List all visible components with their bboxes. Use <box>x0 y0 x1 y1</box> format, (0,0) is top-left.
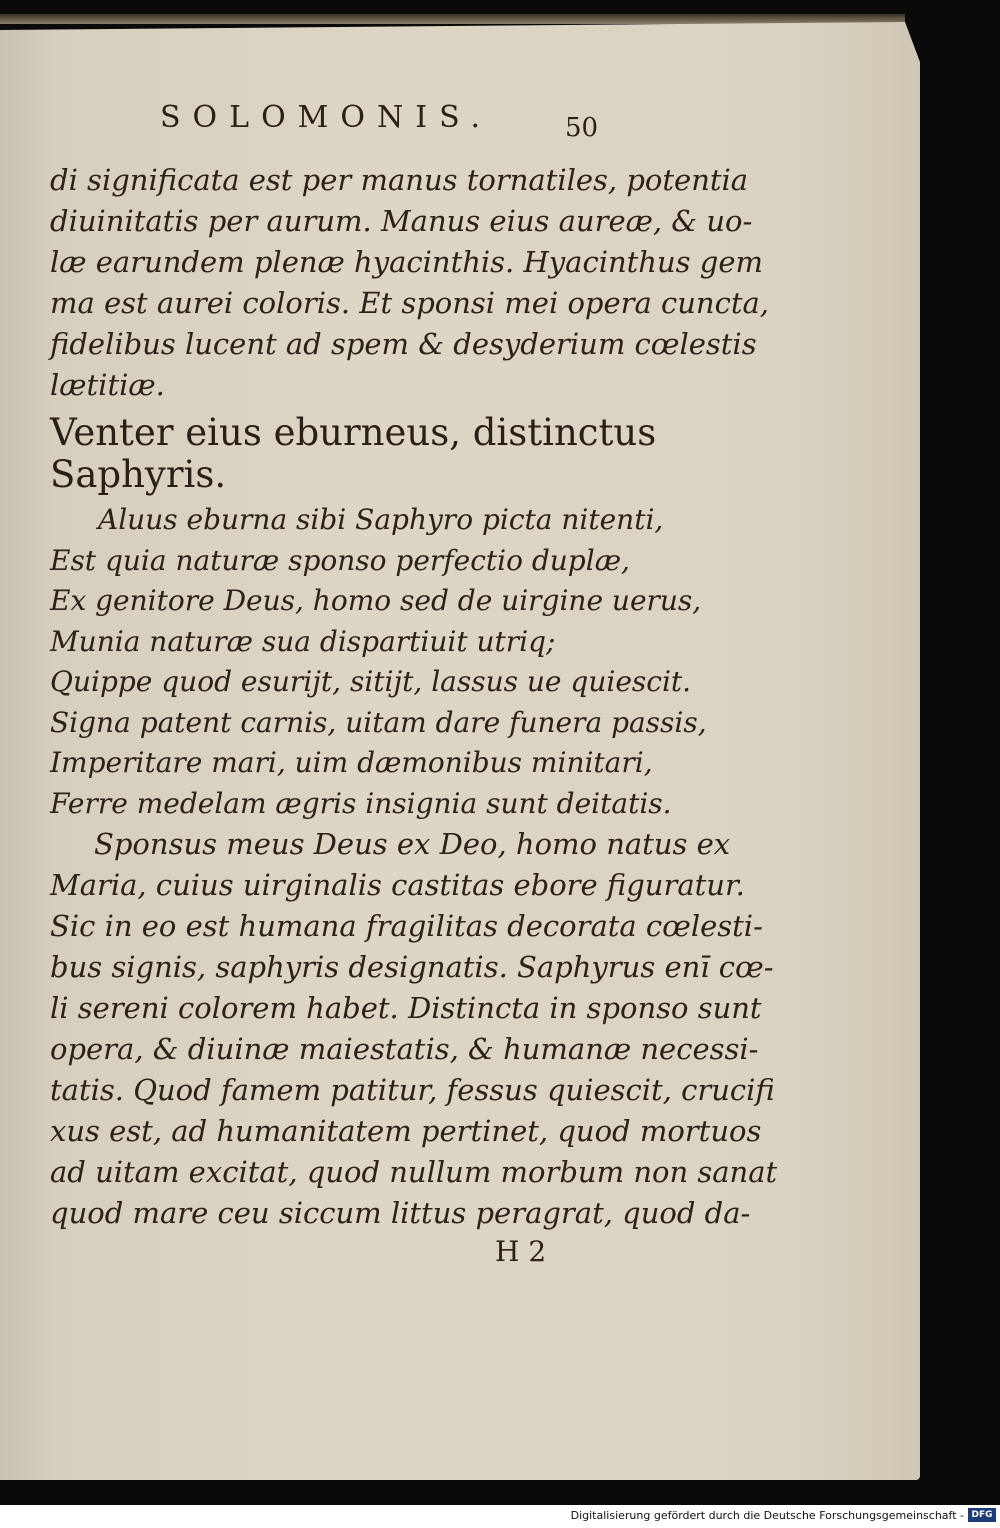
section-heading <box>50 411 657 496</box>
verse-line: Munia naturæ sua dispartiuit utriq; <box>50 624 556 658</box>
text-line: di significata est per manus tornatiles, potentia <box>50 163 749 197</box>
verse-line: Imperitare mari, uim dæmonibus minitari, <box>50 746 653 779</box>
text-line: ad uitam excitat, quod nullum morbum non sanat <box>50 1155 778 1189</box>
verse-line: Est quia naturæ sponso perfectio duplæ, <box>50 543 630 577</box>
verse-line: Aluus eburna sibi Saphyro picta nitenti, <box>98 503 664 536</box>
paragraph-1 <box>50 160 770 406</box>
text-line: lætitiæ. <box>50 368 165 402</box>
funding-credit: Digitalisierung gefördert durch die Deutsche Forschungsgemeinschaft - <box>570 1509 964 1522</box>
dfg-logo: DFG <box>968 1508 996 1522</box>
text-line: Maria, cuius uirginalis castitas ebore figuratur. <box>50 868 745 902</box>
text-line: opera, & diuinæ maiestatis, & humanæ necessi- <box>50 1032 759 1066</box>
verse-line: Ferre medelam ægris insignia sunt deitatis. <box>50 786 672 820</box>
page-number: 50 <box>565 113 599 143</box>
text-line: Sic in eo est humana fragilitas decorata cœlesti- <box>50 909 763 943</box>
text-line: Sponsus meus Deus ex Deo, homo natus ex <box>94 827 731 861</box>
body-text <box>50 160 778 1234</box>
text-line: fidelibus lucent ad spem & desyderium cœlestis <box>50 327 757 361</box>
signature-mark: H 2 <box>495 1235 547 1268</box>
text-line: diuinitatis per aurum. Manus eius aureæ, & uo- <box>50 204 753 238</box>
heading-line: Venter eius eburneus, distinctus <box>50 411 657 454</box>
running-head: SOLOMONIS. <box>160 100 493 135</box>
text-line: bus signis, saphyris designatis. Saphyrus enī cœ- <box>50 950 774 984</box>
text-line: læ earundem plenæ hyacinthis. Hyacinthus gem <box>50 245 763 279</box>
paragraph-2 <box>50 824 778 1234</box>
verse-line: Signa patent carnis, uitam dare funera passis, <box>50 705 707 739</box>
text-line: quod mare ceu siccum littus peragrat, quod da- <box>50 1196 751 1230</box>
heading-line: Saphyris. <box>50 453 227 496</box>
verse-line: Ex genitore Deus, homo sed de uirgine uerus, <box>50 584 702 617</box>
text-line: li sereni colorem habet. Distincta in sponso sunt <box>50 991 762 1025</box>
page-top-edge <box>0 14 905 24</box>
text-line: ma est aurei coloris. Et sponsi mei opera cuncta, <box>50 286 770 320</box>
verse-line: Quippe quod esurijt, sitijt, lassus ue quiescit. <box>50 665 692 698</box>
text-line: tatis. Quod famem patitur, fessus quiescit, crucifi <box>50 1073 775 1107</box>
text-line: xus est, ad humanitatem pertinet, quod mortuos <box>50 1114 762 1148</box>
verse-block <box>50 500 707 824</box>
